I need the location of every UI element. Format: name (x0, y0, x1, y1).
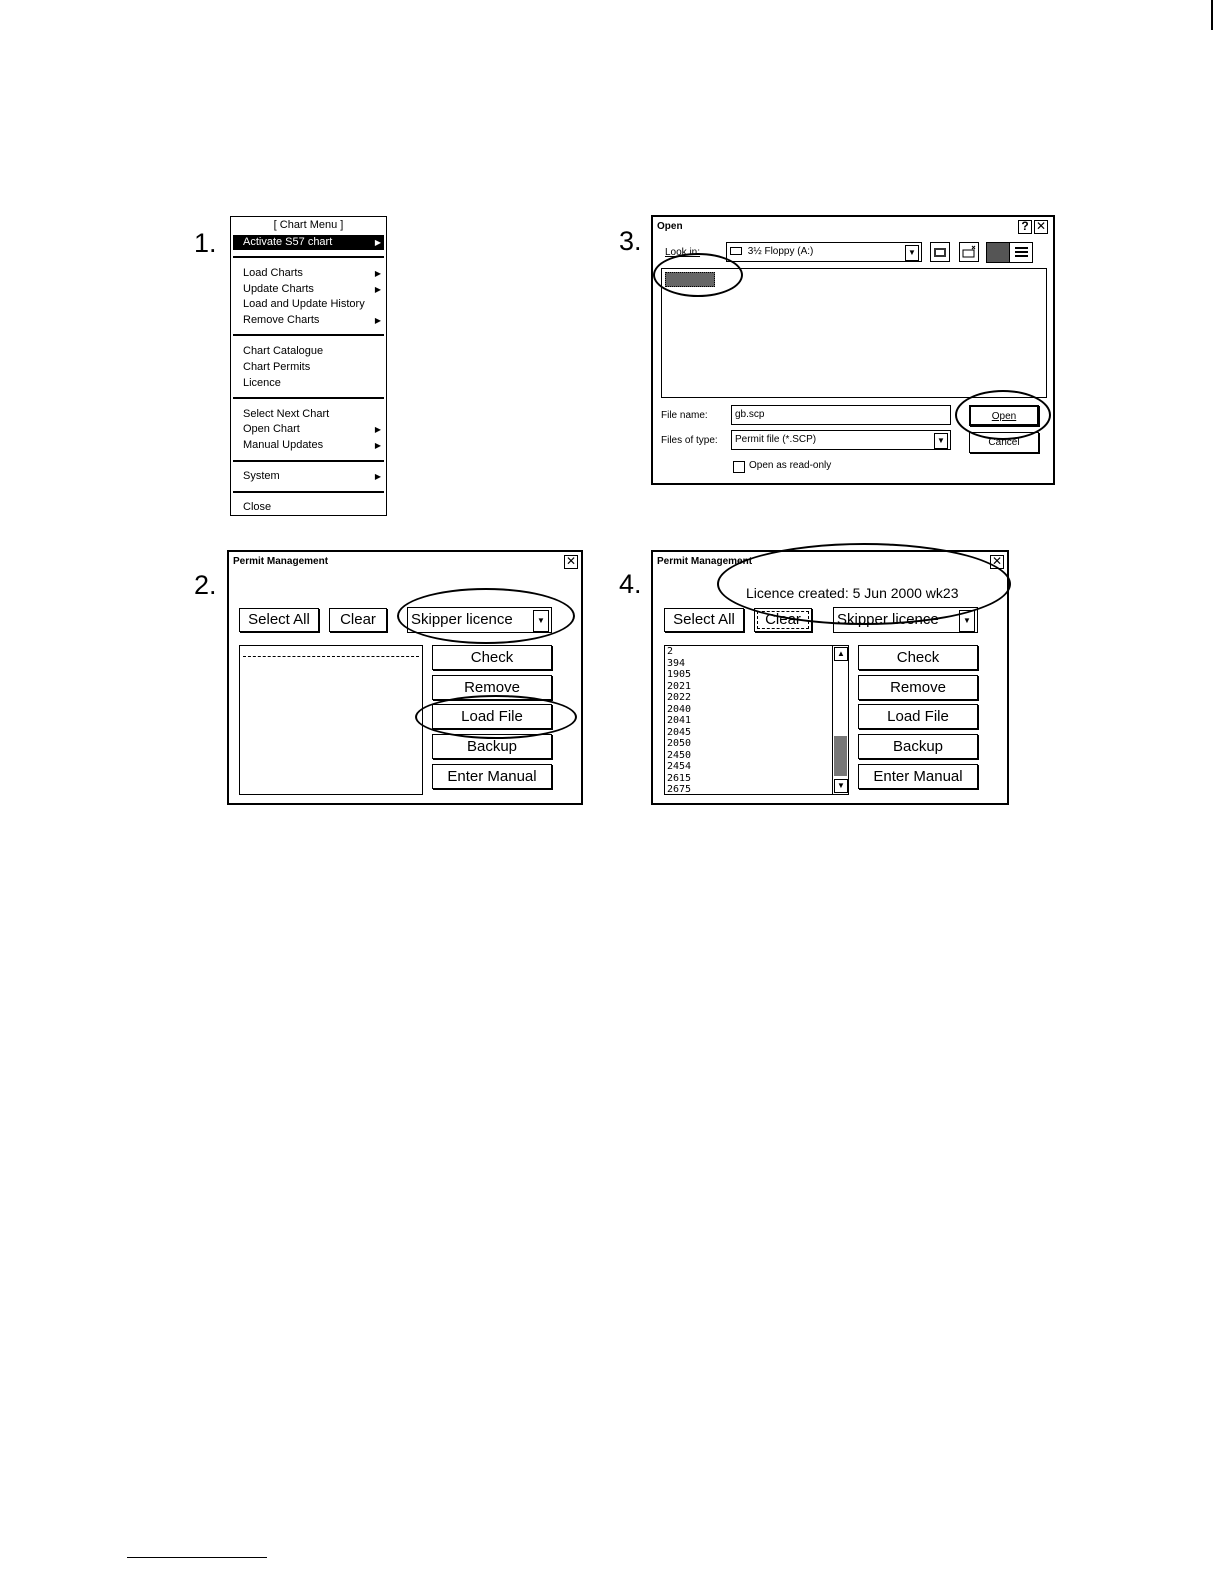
look-in-label: Look in: (665, 247, 701, 258)
permit-list[interactable] (664, 645, 849, 795)
new-folder-glyph-icon (960, 243, 978, 261)
select-all-button[interactable]: Select All (239, 608, 319, 632)
menu-item-update-charts[interactable] (233, 282, 384, 297)
step-4-number: 4. (619, 569, 642, 599)
list-view-icon[interactable] (986, 242, 1010, 263)
permit-list-item[interactable]: 394 (667, 657, 686, 669)
menu-item-select-next-chart[interactable] (233, 407, 384, 422)
dropdown-arrow-icon: ▼ (959, 610, 975, 632)
close-icon[interactable]: ✕ (565, 554, 577, 568)
submenu-arrow-icon: ▶ (374, 425, 381, 434)
menu-separator (233, 460, 384, 462)
menu-item-system[interactable] (233, 469, 384, 484)
clear-button[interactable]: Clear (754, 608, 812, 632)
permit-list-item[interactable]: 2050 (667, 738, 692, 749)
file-name-label: File name: (661, 410, 708, 421)
clear-button[interactable]: Clear (329, 608, 387, 632)
submenu-arrow-icon: ▶ (374, 269, 381, 278)
look-in-select[interactable] (726, 242, 922, 262)
menu-item-licence[interactable] (233, 376, 384, 391)
load-file-button[interactable]: Load File (432, 704, 552, 729)
page-edge-line (1211, 0, 1213, 30)
floppy-drive-icon (730, 247, 742, 255)
menu-item-label: Close (243, 501, 272, 513)
cancel-button[interactable]: Cancel (969, 432, 1039, 453)
open-button-label: Open (991, 411, 1017, 422)
permit-management-loaded (651, 550, 1009, 805)
menu-item-load-charts[interactable] (233, 266, 384, 281)
step-3-number: 3. (619, 226, 642, 256)
menu-item-chart-permits[interactable] (233, 360, 384, 375)
licence-type-value: Skipper licence (837, 611, 939, 628)
permit-items (665, 646, 830, 795)
enter-manual-button[interactable]: Enter Manual (858, 764, 978, 789)
check-button[interactable]: Check (858, 645, 978, 670)
enter-manual-button[interactable]: Enter Manual (432, 764, 552, 789)
details-view-icon[interactable] (1009, 242, 1033, 263)
menu-item-label: Chart Catalogue (243, 345, 324, 357)
permit-list-item[interactable]: 2045 (667, 726, 692, 738)
scroll-thumb[interactable] (834, 736, 847, 776)
remove-button[interactable]: Remove (432, 675, 552, 700)
dropdown-arrow-icon: ▼ (934, 433, 948, 449)
submenu-arrow-icon: ▶ (374, 238, 381, 247)
menu-item-activate-s57-chart[interactable] (233, 235, 384, 250)
footnote-rule (127, 1557, 267, 1558)
permit-list-item[interactable]: 2454 (667, 761, 692, 772)
menu-item-label: Load Charts (243, 267, 303, 279)
menu-item-label: Chart Permits (243, 361, 311, 373)
scroll-down-icon[interactable]: ▼ (834, 779, 848, 793)
menu-separator (233, 397, 384, 399)
dropdown-arrow-icon: ▼ (905, 245, 919, 261)
backup-button[interactable]: Backup (432, 734, 552, 759)
menu-item-label: Update Charts (243, 283, 314, 295)
submenu-arrow-icon: ▶ (374, 285, 381, 294)
file-name-input[interactable]: gb.scp (731, 405, 951, 425)
details-lines-icon (1011, 243, 1031, 261)
close-icon[interactable]: ✕ (991, 554, 1003, 568)
licence-status-message: Licence created: 5 Jun 2000 wk23 (746, 585, 959, 601)
menu-item-label: System (243, 470, 280, 482)
permit-management-empty (227, 550, 583, 805)
up-one-level-icon[interactable] (930, 242, 950, 262)
remove-button[interactable]: Remove (858, 675, 978, 700)
menu-item-label: Licence (243, 377, 281, 389)
menu-separator (233, 491, 384, 493)
permit-list-item[interactable]: 2675 (667, 784, 692, 795)
new-folder-icon[interactable] (959, 242, 979, 262)
submenu-arrow-icon: ▶ (374, 441, 381, 450)
menu-item-label: Remove Charts (243, 314, 320, 326)
menu-item-label: Load and Update History (243, 298, 365, 310)
permit-list-item[interactable]: 2021 (667, 680, 692, 692)
menu-item-manual-updates[interactable] (233, 438, 384, 453)
file-list[interactable] (661, 268, 1047, 398)
check-button[interactable]: Check (432, 645, 552, 670)
scrollbar[interactable] (832, 646, 848, 794)
permit-list-item[interactable]: 2615 (667, 772, 692, 784)
permit-list[interactable] (239, 645, 423, 795)
permit-window-title: Permit Management (233, 556, 329, 567)
open-button[interactable] (969, 405, 1039, 426)
permit-list-item[interactable]: 2041 (667, 715, 692, 726)
chart-menu (230, 216, 387, 516)
help-button[interactable]: ? (1018, 220, 1032, 234)
permit-list-item[interactable]: 1905 (667, 669, 692, 680)
dropdown-arrow-icon: ▼ (533, 610, 549, 632)
list-focus-line (243, 656, 419, 657)
select-all-button[interactable]: Select All (664, 608, 744, 632)
menu-item-chart-catalogue[interactable] (233, 344, 384, 359)
menu-separator (233, 256, 384, 258)
open-dialog (651, 215, 1055, 485)
step-1-number: 1. (194, 228, 217, 258)
load-file-button[interactable]: Load File (858, 704, 978, 729)
permit-list-item[interactable]: 2450 (667, 749, 692, 761)
read-only-label: Open as read-only (749, 460, 832, 471)
folder-up-icon (931, 243, 949, 261)
licence-type-select[interactable] (833, 607, 978, 633)
menu-item-label: Activate S57 chart (243, 236, 333, 248)
chart-menu-title: [ Chart Menu ] (273, 219, 344, 231)
backup-button[interactable]: Backup (858, 734, 978, 759)
read-only-checkbox[interactable] (733, 461, 745, 473)
scroll-up-icon[interactable]: ▲ (834, 647, 848, 661)
menu-item-remove-charts[interactable] (233, 313, 384, 328)
submenu-arrow-icon: ▶ (374, 316, 381, 325)
permit-window-title: Permit Management (657, 556, 753, 567)
permit-list-item[interactable]: 2 (667, 646, 674, 657)
licence-type-value: Skipper licence (411, 611, 513, 628)
files-of-type-select[interactable] (731, 430, 951, 450)
menu-separator (233, 334, 384, 336)
menu-item-label: Open Chart (243, 423, 300, 435)
permit-list-item[interactable]: 2040 (667, 703, 692, 715)
licence-type-select[interactable] (407, 607, 552, 633)
step-2-number: 2. (194, 570, 217, 600)
submenu-arrow-icon: ▶ (374, 472, 381, 481)
files-of-type-label: Files of type: (661, 435, 718, 446)
permit-list-item[interactable]: 2022 (667, 692, 692, 703)
files-of-type-value: Permit file (*.SCP) (735, 434, 817, 445)
menu-item-open-chart[interactable] (233, 422, 384, 437)
menu-item-close[interactable] (233, 500, 384, 515)
menu-item-label: Select Next Chart (243, 408, 330, 420)
close-icon[interactable]: ✕ (1035, 219, 1047, 233)
open-dialog-title: Open (657, 221, 683, 232)
file-item-gb-scp[interactable] (665, 272, 715, 287)
menu-item-label: Manual Updates (243, 439, 324, 451)
look-in-value: 3½ Floppy (A:) (747, 246, 814, 257)
menu-item-load-and-update-history[interactable] (233, 297, 384, 312)
